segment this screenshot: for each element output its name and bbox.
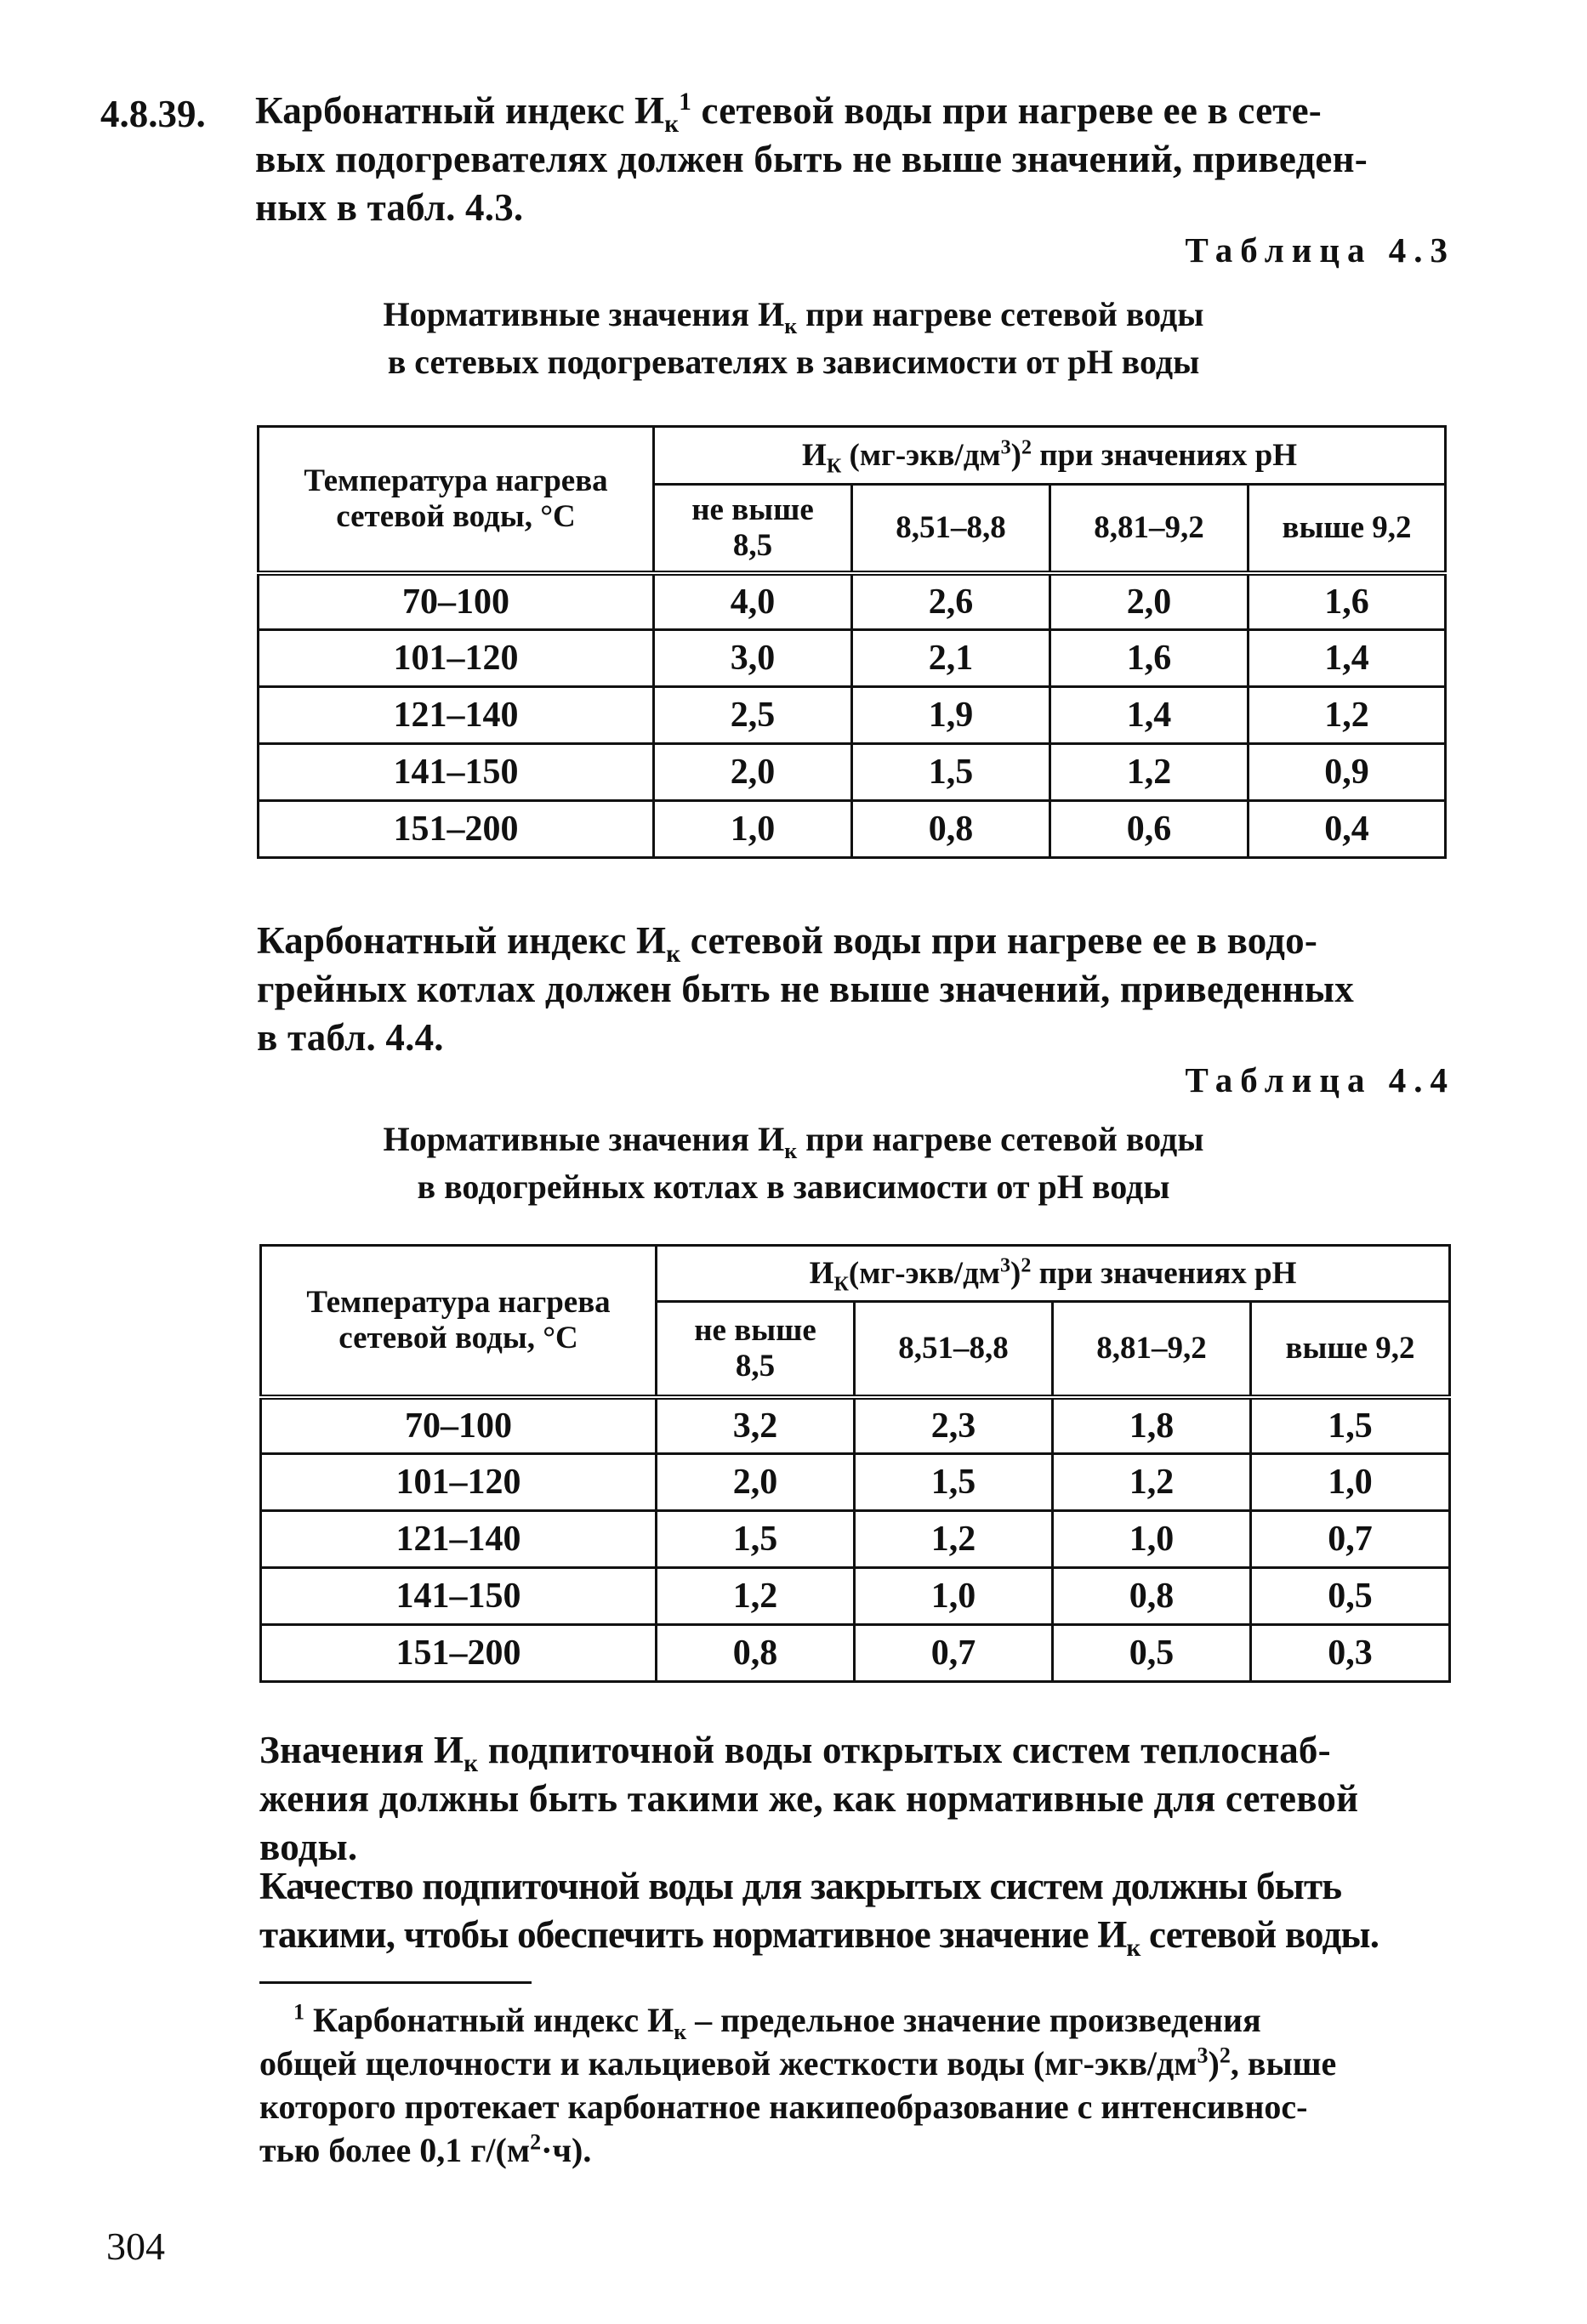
temperature-cell: 121–140: [261, 1511, 657, 1568]
value-cell: 1,2: [855, 1511, 1053, 1568]
header-ph-col: 8,51–8,8: [852, 485, 1050, 573]
header-ph-col: 8,51–8,8: [855, 1302, 1053, 1397]
value-cell: 4,0: [654, 573, 852, 630]
value-cell: 0,6: [1050, 801, 1249, 858]
table-row: [259, 744, 1446, 801]
value-cell: 1,5: [657, 1511, 855, 1568]
header-ph-col: 8,81–9,2: [1053, 1302, 1251, 1397]
paragraph-4: Качество подпиточной воды для закрытых систем должны быть такими, чтобы обеспечить нормативное значение $И_к$ сетевой воды.: [259, 1865, 1379, 1962]
intro-paragraph: [255, 87, 1463, 232]
value-cell: 1,9: [852, 687, 1050, 744]
footnote: $^1$ Карбонатный индекс $И_к$ – предельное значение произведения общей щелочности и кальциевой жесткости воды $(мг-экв/дм^3)^2$, выше которого протекает карбонатное накипеобразование с интенсивнос- тью более 0,1 $г/(м^2\cdot ч)$.: [259, 1999, 1337, 2169]
value-cell: 1,5: [852, 744, 1050, 801]
value-cell: 2,3: [855, 1397, 1053, 1454]
value-cell: 1,4: [1249, 630, 1446, 687]
value-cell: 1,2: [1050, 744, 1249, 801]
table-4-4: [259, 1244, 1451, 1683]
table-row: [261, 1454, 1450, 1511]
temperature-cell: 121–140: [259, 687, 654, 744]
table-row: [259, 573, 1446, 630]
temperature-cell: 70–100: [261, 1397, 657, 1454]
intro-line-1: Карбонатный индекс $И_к^1$ сетевой воды при нагреве ее в сете-: [255, 88, 1322, 138]
value-cell: 2,0: [1050, 573, 1249, 630]
value-cell: 0,7: [855, 1625, 1053, 1682]
value-cell: 2,0: [654, 744, 852, 801]
value-cell: 0,5: [1251, 1568, 1450, 1625]
value-cell: 1,5: [1251, 1397, 1450, 1454]
value-cell: 0,3: [1251, 1625, 1450, 1682]
page-number: 304: [106, 2225, 165, 2268]
value-cell: 1,2: [1053, 1454, 1251, 1511]
header-ph-col: выше 9,2: [1251, 1302, 1450, 1397]
value-cell: 1,0: [1053, 1511, 1251, 1568]
value-cell: 1,2: [1249, 687, 1446, 744]
value-cell: 1,0: [1251, 1454, 1450, 1511]
temperature-cell: 141–150: [261, 1568, 657, 1625]
temperature-cell: 151–200: [261, 1625, 657, 1682]
temperature-cell: 151–200: [259, 801, 654, 858]
value-cell: 1,8: [1053, 1397, 1251, 1454]
value-cell: 0,8: [657, 1625, 855, 1682]
temperature-cell: 70–100: [259, 573, 654, 630]
table-title: Нормативные значения $И_к$ при нагреве сетевой воды в сетевых подогревателях в зависимости от рН воды: [383, 295, 1204, 381]
temperature-cell: 141–150: [259, 744, 654, 801]
paragraph-3: Значения $И_к$ подпиточной воды открытых систем теплоснаб- жения должны быть такими же, как нормативные для сетевой воды.: [259, 1729, 1359, 1868]
footnote-divider: [259, 1981, 532, 1984]
table-4-3: [257, 425, 1447, 859]
value-cell: 3,0: [654, 630, 852, 687]
header-ph-col: не выше 8,5: [657, 1302, 855, 1397]
table-caption: Таблица 4.3: [1185, 230, 1455, 270]
value-cell: 1,6: [1249, 573, 1446, 630]
intro-line-2: вых подогревателях должен быть не выше значений, приведен-: [255, 138, 1368, 180]
header-temperature: Температура нагрева сетевой воды, °С: [259, 427, 654, 573]
value-cell: 1,6: [1050, 630, 1249, 687]
mid-paragraph: Карбонатный индекс $И_к$ сетевой воды при нагреве ее в водо- грейных котлах должен быть не выше значений, приведенных в табл. 4.4.: [257, 919, 1354, 1059]
temperature-cell: 101–120: [261, 1454, 657, 1511]
value-cell: 1,5: [855, 1454, 1053, 1511]
table-row: [261, 1511, 1450, 1568]
header-temperature: Температура нагрева сетевой воды, °С: [261, 1246, 657, 1397]
table-row: [261, 1397, 1450, 1454]
value-cell: 1,4: [1050, 687, 1249, 744]
value-cell: 0,9: [1249, 744, 1446, 801]
value-cell: 2,5: [654, 687, 852, 744]
table-caption: Таблица 4.4: [1185, 1060, 1455, 1099]
header-group: $И_К$ $(мг-экв/дм^3)^2$ при значениях рН: [654, 427, 1446, 485]
header-ph-col: не выше 8,5: [654, 485, 852, 573]
table-row: [261, 1568, 1450, 1625]
table-row: [259, 801, 1446, 858]
value-cell: 0,4: [1249, 801, 1446, 858]
temperature-cell: 101–120: [259, 630, 654, 687]
value-cell: 2,0: [657, 1454, 855, 1511]
value-cell: 0,5: [1053, 1625, 1251, 1682]
value-cell: 0,8: [852, 801, 1050, 858]
value-cell: 1,2: [657, 1568, 855, 1625]
header-group: $И_К(мг-экв/дм^3)^2$ при значениях рН: [657, 1246, 1450, 1302]
value-cell: 2,6: [852, 573, 1050, 630]
value-cell: 0,7: [1251, 1511, 1450, 1568]
header-ph-col: 8,81–9,2: [1050, 485, 1249, 573]
intro-line-3: ных в табл. 4.3.: [255, 186, 524, 229]
value-cell: 1,0: [654, 801, 852, 858]
table-row: [259, 630, 1446, 687]
table-title: Нормативные значения $И_к$ при нагреве сетевой воды в водогрейных котлах в зависимости от рН воды: [383, 1120, 1204, 1206]
value-cell: 3,2: [657, 1397, 855, 1454]
value-cell: 1,0: [855, 1568, 1053, 1625]
header-ph-col: выше 9,2: [1249, 485, 1446, 573]
table-row: [261, 1625, 1450, 1682]
value-cell: 2,1: [852, 630, 1050, 687]
table-row: [259, 687, 1446, 744]
value-cell: 0,8: [1053, 1568, 1251, 1625]
section-number: 4.8.39.: [100, 93, 206, 135]
